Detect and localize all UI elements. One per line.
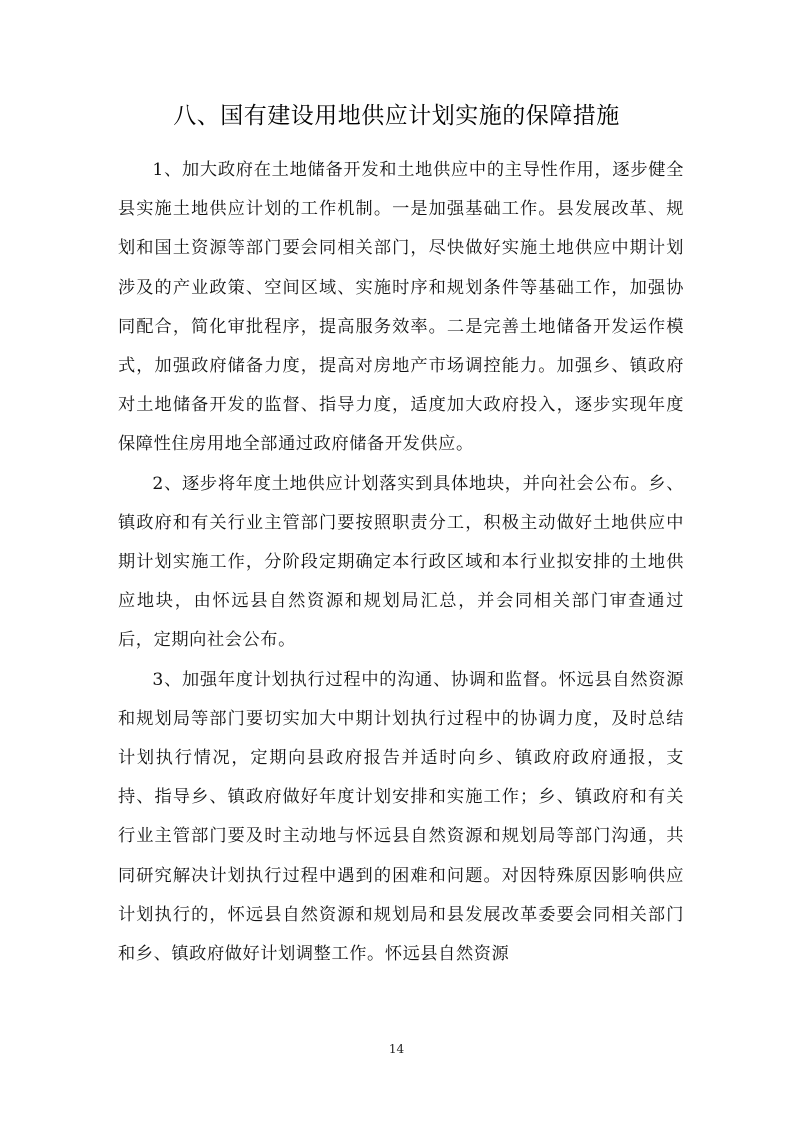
paragraph-3: 3、加强年度计划执行过程中的沟通、协调和监督。怀远县自然资源和规划局等部门要切实加大中期计划执行过程中的协调力度，及时总结计划执行情况，定期向县政府报告并适时向乡、镇政府政府通报，支持、指导乡、镇政府做好年度计划安排和实施工作；乡、镇政府和有关行业主管部门要及时主动地与怀远县自然资源和规划局等部门沟通，共同研究解决计划执行过程中遇到的困难和问题。对因特殊原因影响供应计划执行的，怀远县自然资源和规划局和县发展改革委要会同相关部门和乡、镇政府做好计划调整工作。怀远县自然资源 — [118, 669, 684, 965]
paragraph-2: 2、逐步将年度土地供应计划落实到具体地块，并向社会公布。乡、镇政府和有关行业主管部门要按照职责分工，积极主动做好土地供应中期计划实施工作，分阶段定期确定本行政区域和本行业拟安排的土地供应地块，由怀远县自然资源和规划局汇总，并会同相关部门审查通过后，定期向社会公布。 — [118, 473, 684, 651]
page-number: 14 — [388, 1042, 405, 1056]
section-title: 八、国有建设用地供应计划实施的保障措施 — [173, 103, 620, 129]
paragraph-1: 1、加大政府在土地储备开发和土地供应中的主导性作用，逐步健全县实施土地供应计划的工作机制。一是加强基础工作。县发展改革、规划和国土资源等部门要会同相关部门，尽快做好实施土地供应中期计划涉及的产业政策、空间区域、实施时序和规划条件等基础工作，加强协同配合，简化审批程序，提高服务效率。二是完善土地储备开发运作模式，加强政府储备力度，提高对房地产市场调控能力。加强乡、镇政府对土地储备开发的监督、指导力度，适度加大政府投入，逐步实现年度保障性住房用地全部通过政府储备开发供应。 — [118, 160, 684, 455]
body-text — [118, 151, 684, 974]
